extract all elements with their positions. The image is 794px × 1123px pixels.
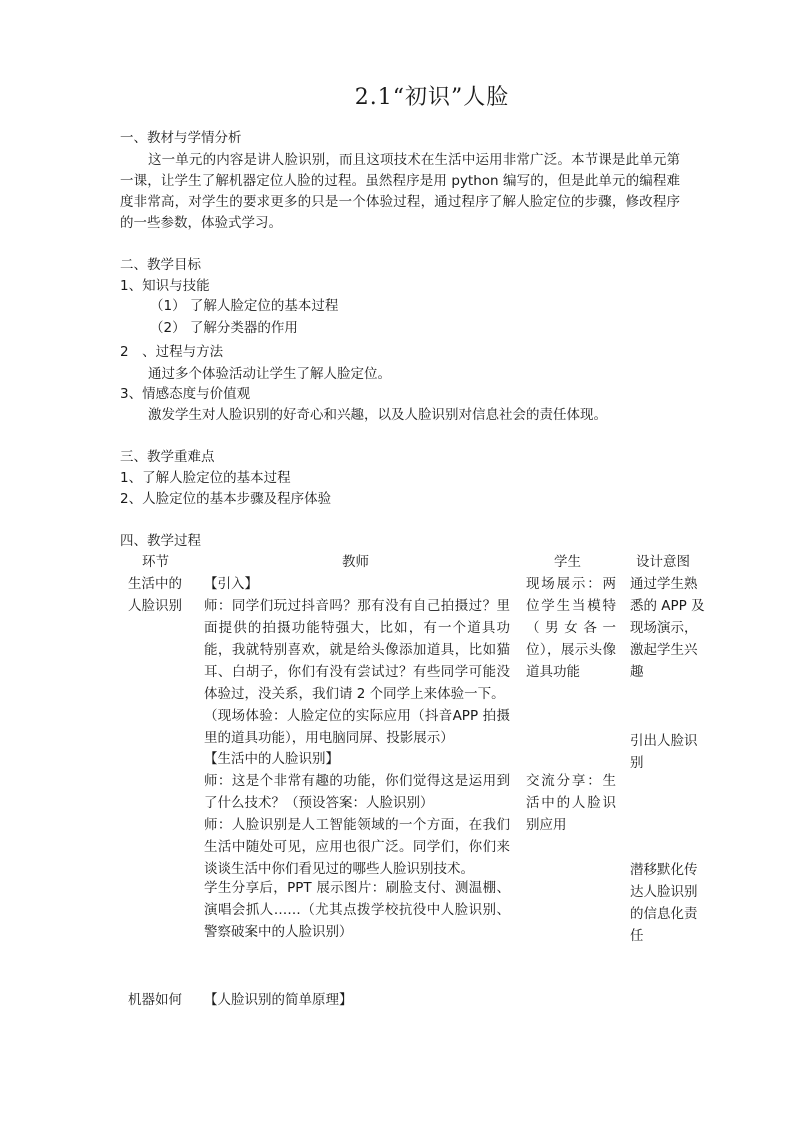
section1-heading: 一、教材与学情分析: [120, 130, 242, 146]
table-header-student: 学生: [554, 554, 581, 570]
section3-item-2: 2、人脸定位的基本步骤及程序体验: [120, 491, 332, 507]
table-header-stage: 环节: [142, 554, 169, 570]
section2-sub1: 1、知识与技能: [120, 278, 210, 294]
section2-sub2: 2 、过程与方法: [120, 344, 224, 360]
section2-heading: 二、教学目标: [120, 257, 201, 273]
section2-sub3: 3、情感态度与价值观: [120, 386, 251, 402]
intent-block-interest: 通过学生熟悉的 APP 及现场演示，激起学生兴趣: [630, 576, 705, 680]
teacher-block-intro: 【引入】 师：同学们玩过抖音吗？那有没有自己拍摄过？里面提供的拍摄功能特强大，比如，有一个道具功能，我就特别喜欢，就是给头像添加道具，比如猫耳、白胡子，你们有没有尝试过？有些同学可能没体验过，没关系，我们请 2 个同学上来体验一下。 （现场体验：人脸定位的实际应用（抖音APP 拍摄里的道具功能），用电脑同屏、投影展示）: [204, 576, 510, 746]
teacher-block-principle: 【人脸识别的简单原理】: [204, 992, 353, 1008]
student-block-share: 交流分享：生活中的人脸识别应用: [526, 773, 616, 833]
section3-heading: 三、教学重难点: [120, 449, 215, 465]
section2-sub2-text: 通过多个体验活动让学生了解人脸定位。: [148, 366, 391, 382]
section1-paragraph: 这一单元的内容是讲人脸识别，而且这项技术在生活中运用非常广泛。本节课是此单元第一课，让学生了解机器定位人脸的过程。虽然程序是用 python 编写的，但是此单元的编程难度非常高，对学生的要求更多的只是一个体验过程，通过程序了解人脸定位的步骤，修改程序的一些参数，体验式学习。: [120, 152, 680, 231]
document-title: 2.1“初识”人脸: [354, 85, 510, 110]
intent-block-intro: 引出人脸识别: [630, 733, 698, 771]
student-block-demo: 现场展示：两位学生当模特（男女各一位），展示头像道具功能: [526, 576, 616, 680]
table-header-teacher: 教师: [342, 554, 369, 570]
section3-item-1: 1、了解人脸定位的基本过程: [120, 470, 291, 486]
section2-sub3-text: 激发学生对人脸识别的好奇心和兴趣，以及人脸识别对信息社会的责任体现。: [148, 407, 607, 423]
table-stage-1: 生活中的人脸识别: [128, 576, 182, 614]
section2-sub1-item-2: （2） 了解分类器的作用: [150, 320, 298, 336]
table-header-intent: 设计意图: [636, 554, 690, 570]
section2-sub1-item-1: （1） 了解人脸定位的基本过程: [150, 298, 339, 314]
intent-block-responsibility: 潜移默化传达人脸识别的信息化责任: [630, 862, 698, 944]
teacher-block-life: 【生活中的人脸识别】 师：这是个非常有趣的功能，你们觉得这是运用到了什么技术？（预设答案：人脸识别） 师：人脸识别是人工智能领域的一个方面，在我们生活中随处可见，应用也很广泛。同学们，你们来谈谈生活中你们看见过的哪些人脸识别技术。: [204, 751, 510, 877]
teacher-block-share: 学生分享后，PPT 展示图片：刷脸支付、测温棚、演唱会抓人……（尤其点拨学校抗役中人脸识别、警察破案中的人脸识别）: [204, 880, 510, 940]
table-stage-2: 机器如何: [128, 992, 182, 1008]
section4-heading: 四、教学过程: [120, 533, 201, 549]
